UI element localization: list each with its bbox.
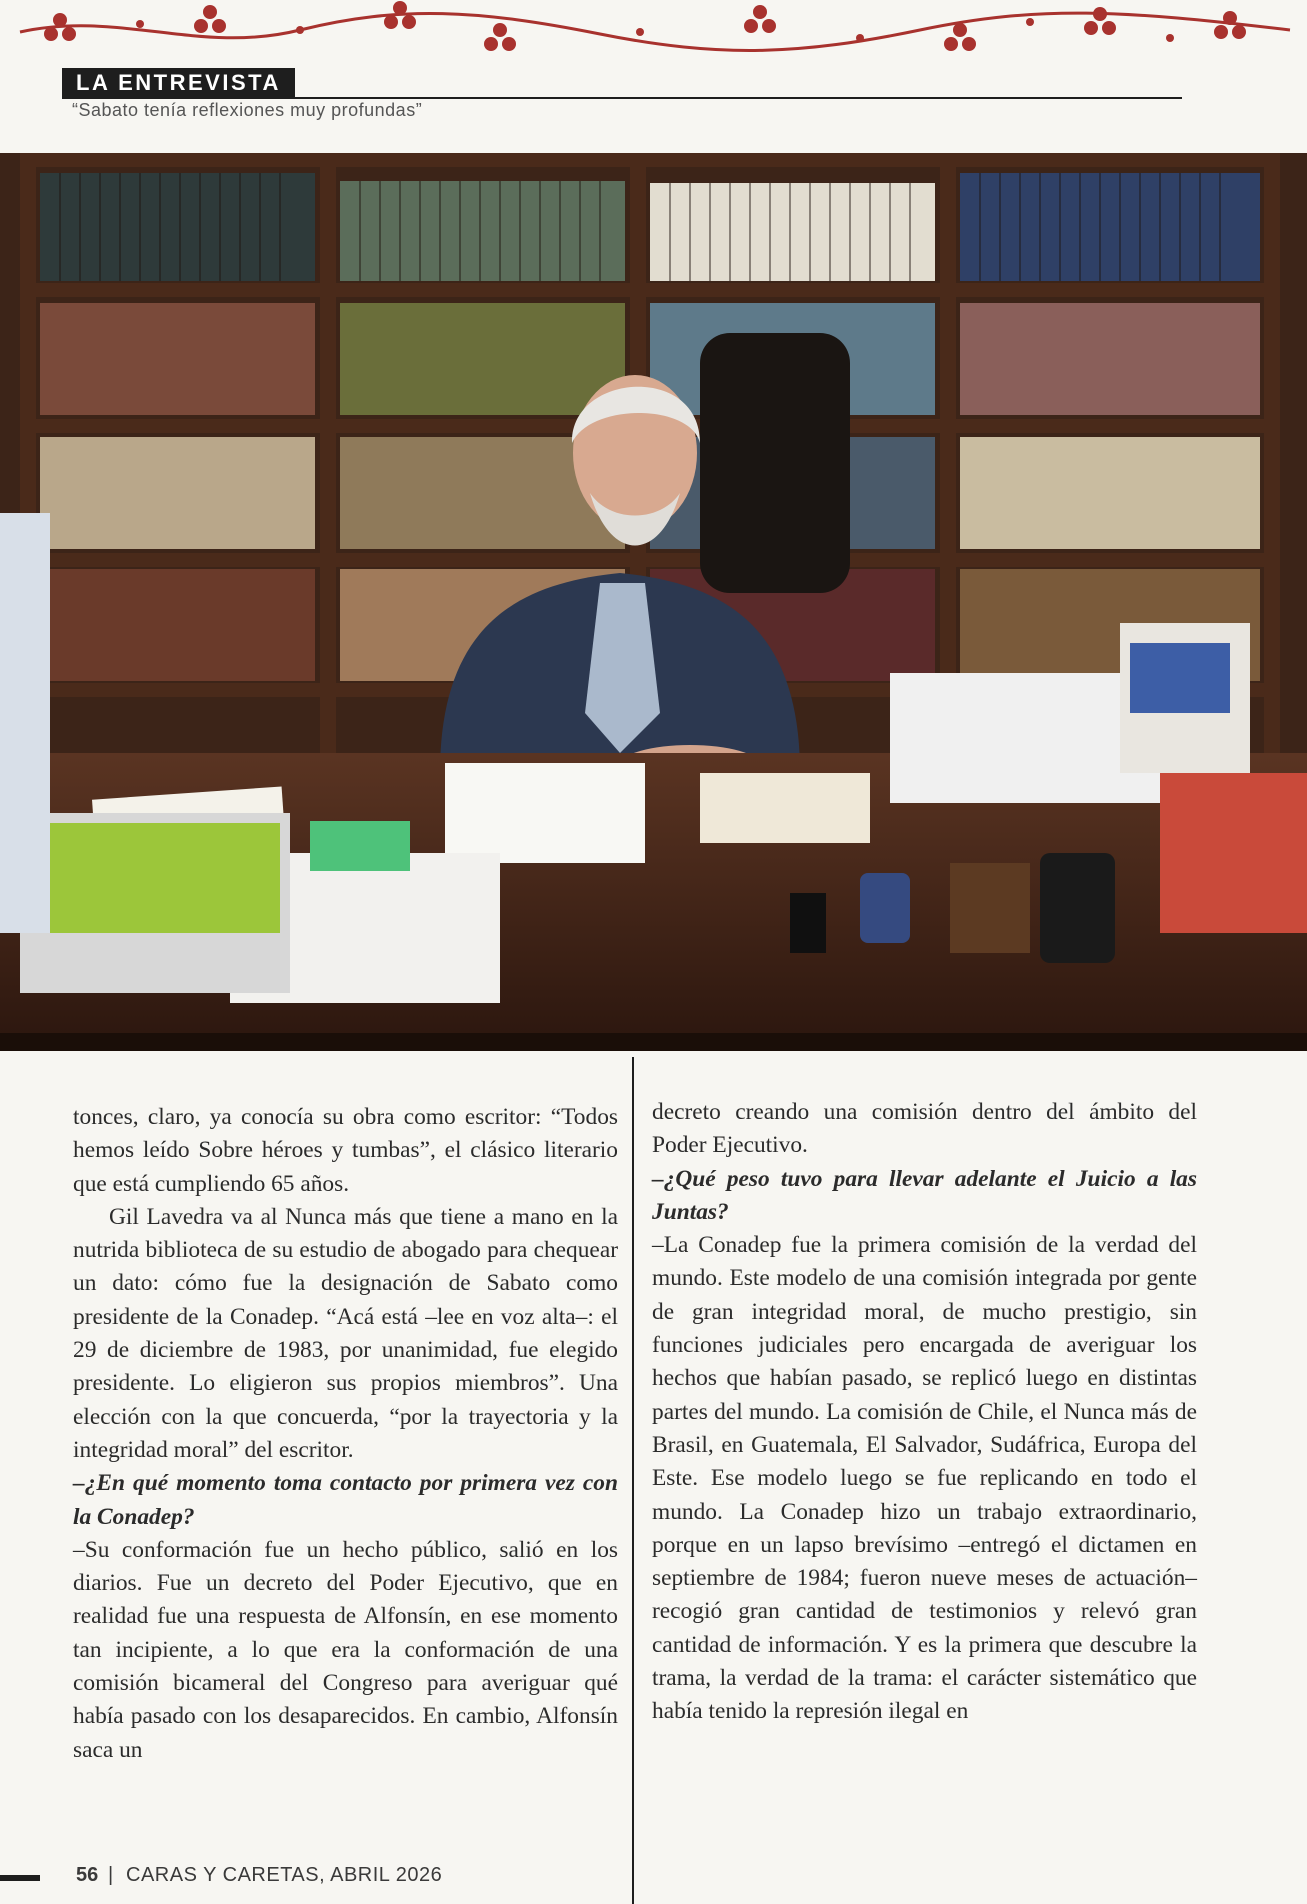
- page-number: 56: [76, 1864, 99, 1886]
- section-rule: [62, 97, 1182, 99]
- interview-photo: [0, 153, 1307, 1051]
- portrait-photo-icon: [0, 153, 1307, 1051]
- article-column-right: [652, 1096, 1197, 1729]
- paragraph: tonces, claro, ya conocía su obra como escritor: “Todos hemos leído Sobre héroes y tumbas”, el clásico literario que está cumpliendo 65 años.: [73, 1104, 618, 1197]
- footer-separator: |: [108, 1864, 114, 1886]
- interview-question: –¿En qué momento toma contacto por primera vez con la Conadep?: [73, 1470, 618, 1530]
- paragraph: Gil Lavedra va al Nunca más que tiene a mano en la nutrida biblioteca de su estudio de abogado para chequear un dato: cómo fue la designación de Sabato como presidente de la Conadep. “Acá está –lee en voz alta–: el 29 de diciembre de 1983, por unanimidad, fue elegido presidente. Lo eligieron sus propios miembros”. Una elección con la que concuerda, “por la trayectoria y la integridad moral” del escritor.: [73, 1203, 618, 1463]
- section-subtitle: “Sabato tenía reflexiones muy profundas”: [72, 100, 423, 120]
- floral-ornament-border: [0, 0, 1307, 68]
- interview-answer: –La Conadep fue la primera comisión de la verdad del mundo. Este modelo de una comisión integrada por gente de gran integridad moral, de mucho prestigio, sin funciones judiciales pero encargada de averiguar los hechos que habían pasado, se replicó luego en distintas partes del mundo. La comisión de Chile, el Nunca más de Brasil, en Guatemala, El Salvador, Sudáfrica, Europa del Este. Ese modelo luego se fue replicando en todo el mundo. La Conadep hizo un trabajo extraordinario, porque en un lapso brevísimo –entregó el dictamen en septiembre de 1984; fueron nueve meses de actuación– recogió gran cantidad de testimonios y relevó gran cantidad de información. Y es la primera que descubre la trama, la verdad de la trama: el carácter sistemático que había tenido la represión ilegal en: [652, 1232, 1197, 1725]
- section-label: LA ENTREVISTA: [62, 68, 295, 97]
- paragraph: decreto creando una comisión dentro del ámbito del Poder Ejecutivo.: [652, 1099, 1197, 1159]
- section-header: [62, 68, 1182, 98]
- publication-name: CARAS Y CARETAS, ABRIL 2026: [126, 1864, 443, 1886]
- page-footer: [0, 1864, 700, 1894]
- article-column-left: [73, 1101, 618, 1767]
- interview-question: –¿Qué peso tuvo para llevar adelante el Juicio a las Juntas?: [652, 1165, 1197, 1225]
- footer-bar: [0, 1875, 40, 1881]
- column-divider: [632, 1057, 634, 1904]
- interview-answer: –Su conformación fue un hecho público, salió en los diarios. Fue un decreto del Poder Ejecutivo, que en realidad fue una respuesta de Alfonsín, en ese momento tan incipiente, a lo que era la conformación de una comisión bicameral del Congreso para averiguar qué había pasado con los desaparecidos. En cambio, Alfonsín saca un: [73, 1536, 618, 1763]
